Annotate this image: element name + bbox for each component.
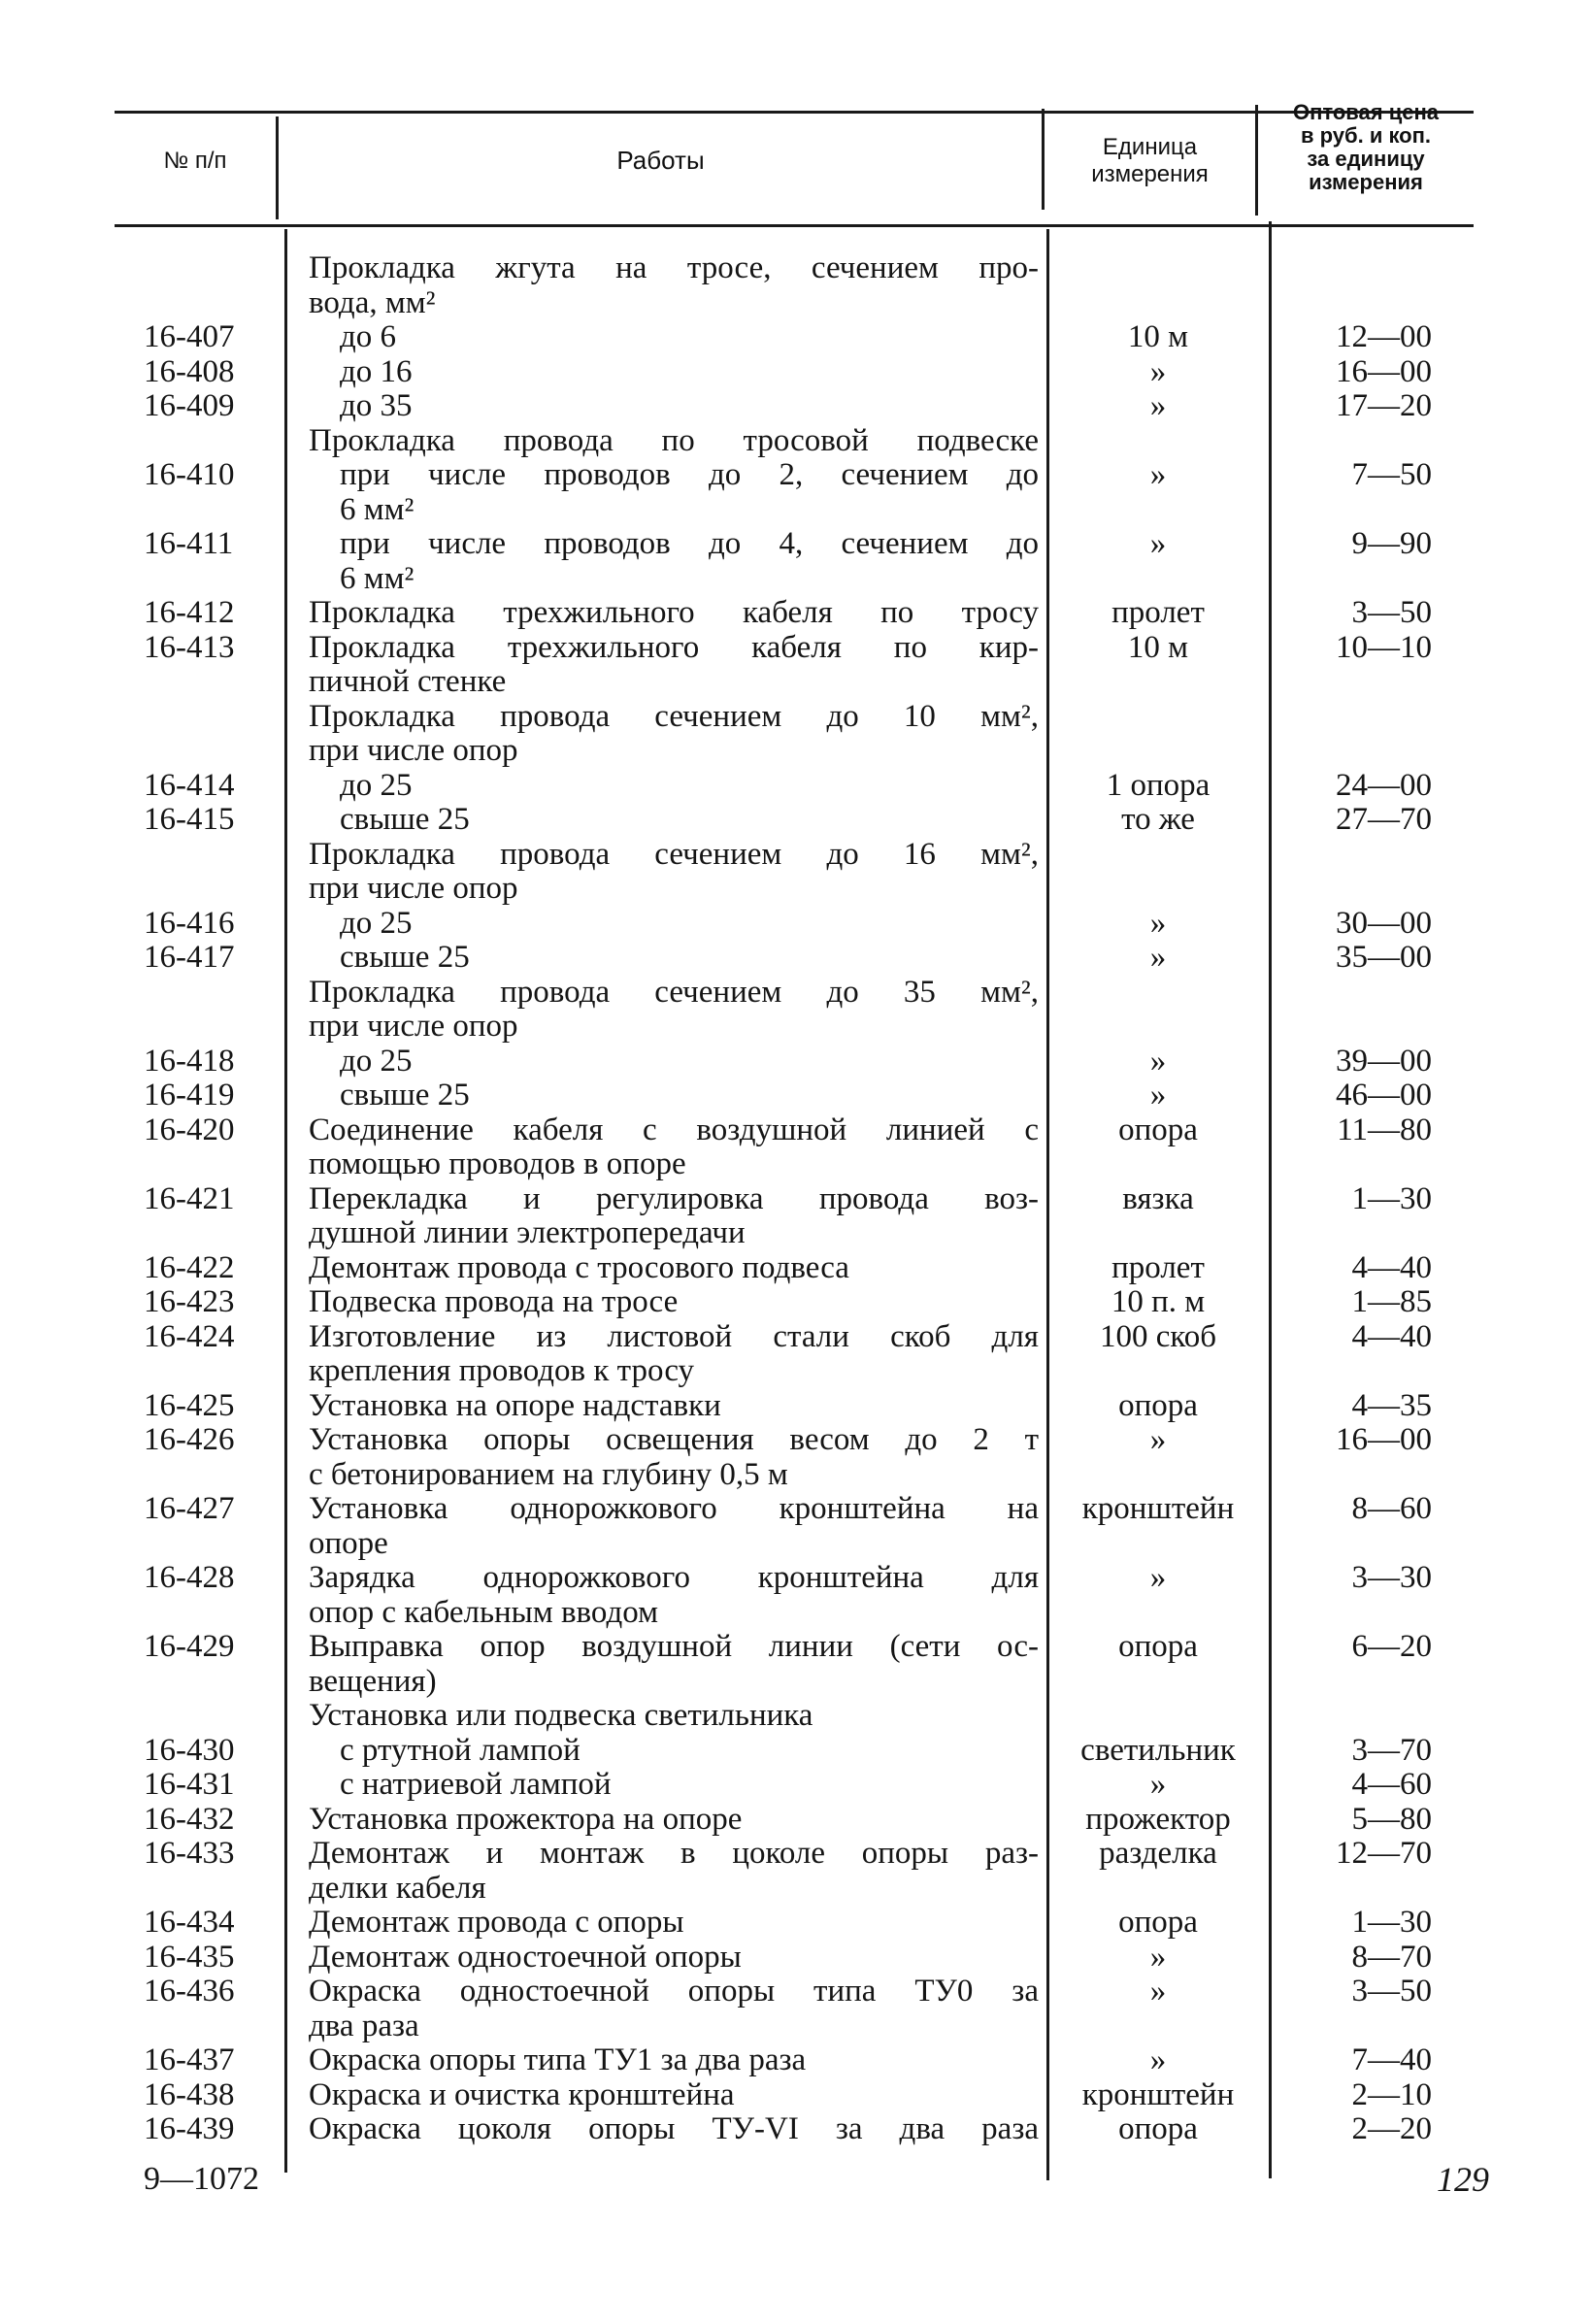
row-price: 1—30 xyxy=(1351,1905,1432,1940)
row-number: 16-434 xyxy=(144,1905,235,1940)
row-work: свыше 25 xyxy=(340,802,470,837)
header-price-line: измерения xyxy=(1309,170,1423,194)
row-price: 1—85 xyxy=(1351,1284,1432,1319)
row-number: 16-419 xyxy=(144,1078,235,1112)
row-price: 1—30 xyxy=(1351,1181,1432,1216)
column-divider-1 xyxy=(284,229,287,2173)
row-work: вещения) xyxy=(309,1664,437,1699)
row-work: Прокладка провода сечением до 10 мм², xyxy=(309,699,1039,734)
row-unit: разделка xyxy=(1099,1836,1217,1871)
row-work: при числе проводов до 4, сечением до xyxy=(340,526,1039,561)
row-work: Прокладка трехжильного кабеля по тросу xyxy=(309,595,1039,630)
row-work: свыше 25 xyxy=(340,940,470,975)
row-work: Демонтаж одностоечной опоры xyxy=(309,1940,742,1975)
row-work: с ртутной лампой xyxy=(340,1733,580,1768)
row-work: Прокладка жгута на тросе, сечением про- xyxy=(309,250,1039,285)
row-work: Установка на опоре надставки xyxy=(309,1388,721,1423)
row-price: 11—80 xyxy=(1337,1112,1432,1147)
row-price: 2—20 xyxy=(1351,2111,1432,2146)
page-number: 129 xyxy=(1437,2160,1489,2199)
header-divider-3 xyxy=(1255,105,1258,216)
row-work: до 25 xyxy=(340,768,413,803)
header-unit xyxy=(1045,134,1255,188)
row-number: 16-431 xyxy=(144,1767,235,1802)
row-number: 16-424 xyxy=(144,1319,235,1354)
row-price: 4—60 xyxy=(1351,1767,1432,1802)
row-number: 16-439 xyxy=(144,2111,235,2146)
row-price: 3—30 xyxy=(1351,1560,1432,1595)
row-number: 16-421 xyxy=(144,1181,235,1216)
header-works: Работы xyxy=(616,146,705,175)
row-number: 16-433 xyxy=(144,1836,235,1871)
row-unit: опора xyxy=(1118,1629,1198,1664)
header-divider-1 xyxy=(276,116,279,219)
row-work: два раза xyxy=(309,2009,419,2043)
row-number: 16-435 xyxy=(144,1940,235,1975)
row-price: 2—10 xyxy=(1351,2077,1432,2112)
row-work: с натриевой лампой xyxy=(340,1767,612,1802)
row-work: пичной стенке xyxy=(309,664,507,699)
row-price: 16—00 xyxy=(1336,1422,1432,1457)
row-number: 16-414 xyxy=(144,768,235,803)
row-work: при числе опор xyxy=(309,1009,518,1044)
row-unit: светильник xyxy=(1080,1733,1236,1768)
row-number: 16-415 xyxy=(144,802,235,837)
row-number: 16-423 xyxy=(144,1284,235,1319)
row-unit: » xyxy=(1149,906,1167,941)
row-price: 3—50 xyxy=(1351,595,1432,630)
row-number: 16-432 xyxy=(144,1802,235,1837)
row-work: Выправка опор воздушной линии (сети ос- xyxy=(309,1629,1039,1664)
row-number: 16-412 xyxy=(144,595,235,630)
row-unit: пролет xyxy=(1111,595,1205,630)
row-work: до 25 xyxy=(340,1044,413,1079)
row-price: 4—35 xyxy=(1351,1388,1432,1423)
row-number: 16-436 xyxy=(144,1974,235,2009)
header-unit-line: Единица xyxy=(1102,134,1198,160)
row-unit: » xyxy=(1149,940,1167,975)
row-work: свыше 25 xyxy=(340,1078,470,1112)
row-work: Демонтаж провода с опоры xyxy=(309,1905,684,1940)
row-number: 16-416 xyxy=(144,906,235,941)
row-unit: » xyxy=(1149,457,1167,492)
row-work: опоре xyxy=(309,1526,388,1561)
row-unit: » xyxy=(1149,1422,1167,1457)
row-work: вода, мм² xyxy=(309,285,436,320)
row-price: 3—50 xyxy=(1351,1974,1432,2009)
row-price: 12—70 xyxy=(1336,1836,1432,1871)
header-number: № п/п xyxy=(163,148,227,174)
row-unit: » xyxy=(1149,1044,1167,1079)
row-number: 16-422 xyxy=(144,1250,235,1285)
row-unit: » xyxy=(1149,1560,1167,1595)
row-unit: » xyxy=(1149,1767,1167,1802)
row-price: 27—70 xyxy=(1336,802,1432,837)
row-price: 39—00 xyxy=(1336,1044,1432,1079)
header-price-line: Оптовая цена xyxy=(1292,100,1440,124)
row-price: 10—10 xyxy=(1336,630,1432,665)
row-price: 12—00 xyxy=(1336,319,1432,354)
row-work: при числе опор xyxy=(309,871,518,906)
row-work: Подвеска провода на тросе xyxy=(309,1284,679,1319)
row-number: 16-429 xyxy=(144,1629,235,1664)
row-number: 16-408 xyxy=(144,354,235,389)
row-unit: 10 п. м xyxy=(1111,1284,1206,1319)
row-unit: » xyxy=(1149,1078,1167,1112)
row-work: Окраска и очистка кронштейна xyxy=(309,2077,735,2112)
row-unit: » xyxy=(1149,1940,1167,1975)
row-price: 17—20 xyxy=(1336,388,1432,423)
row-price: 7—50 xyxy=(1351,457,1432,492)
row-work: до 25 xyxy=(340,906,413,941)
row-work: крепления проводов к тросу xyxy=(309,1353,695,1388)
row-unit: опора xyxy=(1118,1112,1198,1147)
row-price: 16—00 xyxy=(1336,354,1432,389)
row-unit: » xyxy=(1149,1974,1167,2009)
row-number: 16-410 xyxy=(144,457,235,492)
row-price: 30—00 xyxy=(1336,906,1432,941)
row-unit: вязка xyxy=(1122,1181,1194,1216)
header-price-line: за единицу xyxy=(1307,147,1425,171)
row-work: 6 мм² xyxy=(340,492,415,527)
row-unit: опора xyxy=(1118,1905,1198,1940)
row-work: Изготовление из листовой стали скоб для xyxy=(309,1319,1039,1354)
row-number: 16-427 xyxy=(144,1491,235,1526)
row-number: 16-437 xyxy=(144,2042,235,2077)
header-price-line: в руб. и коп. xyxy=(1300,123,1432,148)
row-price: 4—40 xyxy=(1351,1250,1432,1285)
row-work: душной линии электропередачи xyxy=(309,1215,746,1250)
header-price xyxy=(1260,101,1472,194)
row-work: опор с кабельным вводом xyxy=(309,1595,659,1630)
row-price: 8—60 xyxy=(1351,1491,1432,1526)
row-unit: кронштейн xyxy=(1081,1491,1235,1526)
row-work: помощью проводов в опоре xyxy=(309,1146,686,1181)
row-price: 24—00 xyxy=(1336,768,1432,803)
row-work: Окраска опоры типа ТУ1 за два раза xyxy=(309,2042,807,2077)
row-work: Прокладка провода сечением до 35 мм², xyxy=(309,975,1039,1010)
row-unit: кронштейн xyxy=(1081,2077,1235,2112)
row-number: 16-418 xyxy=(144,1044,235,1079)
row-work: делки кабеля xyxy=(309,1871,486,1906)
row-number: 16-407 xyxy=(144,319,235,354)
row-work: Установка или подвеска светильника xyxy=(309,1698,813,1733)
row-unit: 10 м xyxy=(1127,319,1189,354)
row-unit: то же xyxy=(1121,802,1195,837)
row-number: 16-425 xyxy=(144,1388,235,1423)
row-unit: пролет xyxy=(1111,1250,1205,1285)
row-work: Установка однорожкового кронштейна на xyxy=(309,1491,1039,1526)
row-work: Соединение кабеля с воздушной линией с xyxy=(309,1112,1039,1147)
row-number: 16-411 xyxy=(144,526,234,561)
row-work: Окраска цоколя опоры ТУ-VI за два раза xyxy=(309,2111,1039,2146)
row-work: до 6 xyxy=(340,319,397,354)
row-price: 5—80 xyxy=(1351,1802,1432,1837)
row-unit: » xyxy=(1149,2042,1167,2077)
row-number: 16-426 xyxy=(144,1422,235,1457)
header-unit-line: измерения xyxy=(1091,161,1209,187)
row-price: 3—70 xyxy=(1351,1733,1432,1768)
row-number: 16-417 xyxy=(144,940,235,975)
row-work: Установка опоры освещения весом до 2 т xyxy=(309,1422,1039,1457)
row-number: 16-409 xyxy=(144,388,235,423)
row-work: 6 мм² xyxy=(340,561,415,596)
row-price: 6—20 xyxy=(1351,1629,1432,1664)
row-work: при числе опор xyxy=(309,733,518,768)
row-work: с бетонированием на глубину 0,5 м xyxy=(309,1457,788,1492)
row-number: 16-430 xyxy=(144,1733,235,1768)
row-work: до 35 xyxy=(340,388,413,423)
row-work: Установка прожектора на опоре xyxy=(309,1802,743,1837)
row-number: 16-428 xyxy=(144,1560,235,1595)
row-unit: 100 скоб xyxy=(1099,1319,1217,1354)
row-unit: опора xyxy=(1118,1388,1198,1423)
row-number: 16-420 xyxy=(144,1112,235,1147)
row-price: 35—00 xyxy=(1336,940,1432,975)
row-number: 16-438 xyxy=(144,2077,235,2112)
row-unit: опора xyxy=(1118,2111,1198,2146)
row-price: 7—40 xyxy=(1351,2042,1432,2077)
row-price: 9—90 xyxy=(1351,526,1432,561)
row-unit: 10 м xyxy=(1127,630,1189,665)
row-work: до 16 xyxy=(340,354,413,389)
row-unit: » xyxy=(1149,526,1167,561)
row-number: 16-413 xyxy=(144,630,235,665)
row-work: Окраска одностоечной опоры типа ТУ0 за xyxy=(309,1974,1039,2009)
row-unit: 1 опора xyxy=(1106,768,1211,803)
row-work: при числе проводов до 2, сечением до xyxy=(340,457,1039,492)
printer-signature: 9—1072 xyxy=(144,2161,259,2197)
row-work: Демонтаж провода с тросового подвеса xyxy=(309,1250,849,1285)
row-work: Зарядка однорожкового кронштейна для xyxy=(309,1560,1039,1595)
row-work: Демонтаж и монтаж в цоколе опоры раз- xyxy=(309,1836,1039,1871)
row-work: Перекладка и регулировка провода воз- xyxy=(309,1181,1039,1216)
row-price: 8—70 xyxy=(1351,1940,1432,1975)
row-price: 46—00 xyxy=(1336,1078,1432,1112)
row-unit: прожектор xyxy=(1085,1802,1231,1837)
row-work: Прокладка провода сечением до 16 мм², xyxy=(309,837,1039,872)
row-price: 4—40 xyxy=(1351,1319,1432,1354)
row-work: Прокладка трехжильного кабеля по кир- xyxy=(309,630,1039,665)
row-work: Прокладка провода по тросовой подвеске xyxy=(309,423,1039,458)
row-unit: » xyxy=(1149,354,1167,389)
row-unit: » xyxy=(1149,388,1167,423)
